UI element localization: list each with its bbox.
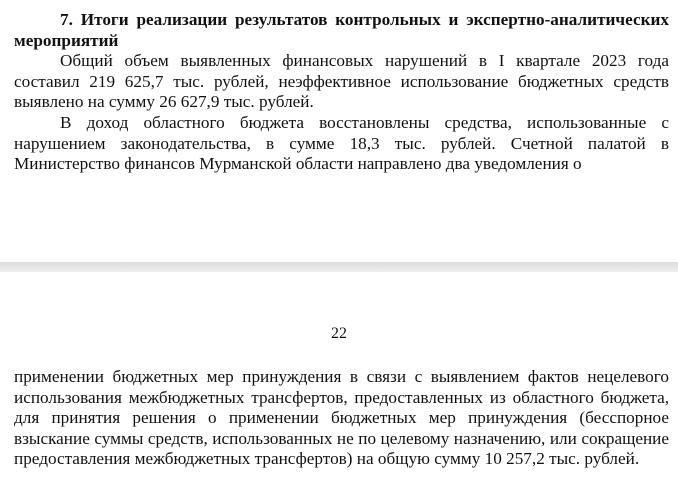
section-heading: 7. Итоги реализации результатов контрольных и экспертно-аналитических мероприятий xyxy=(14,10,669,50)
next-page-body xyxy=(14,367,669,470)
paragraph-restored-funds: В доход областного бюджета восстановлены средства, использованные с нарушением законодательства, в сумме 18,3 тыс. рублей. Счетной палатой в Министерство финансов Мурманской области направлено два уведомления о xyxy=(14,112,669,174)
page-number: 22 xyxy=(331,325,347,342)
section-body xyxy=(14,10,669,175)
paragraph-continued: применении бюджетных мер принуждения в связи с выявлением фактов нецелевого использования межбюджетных трансфертов, предоставленных из областного бюджета, для принятия решения о применении бюджетных мер принуждения (бесспорное взыскание суммы средств, использованных не по целевому назначению, или сокращение предоставления межбюджетных трансфертов) на общую сумму 10 257,2 тыс. рублей. xyxy=(14,367,669,469)
page-break-divider xyxy=(0,262,678,272)
paragraph-violations-total: Общий объем выявленных финансовых нарушений в I квартале 2023 года составил 219 625,7 тыс. рублей, неэффективное использование бюджетных средств выявлено на сумму 26 627,9 тыс. рублей. xyxy=(14,51,669,112)
